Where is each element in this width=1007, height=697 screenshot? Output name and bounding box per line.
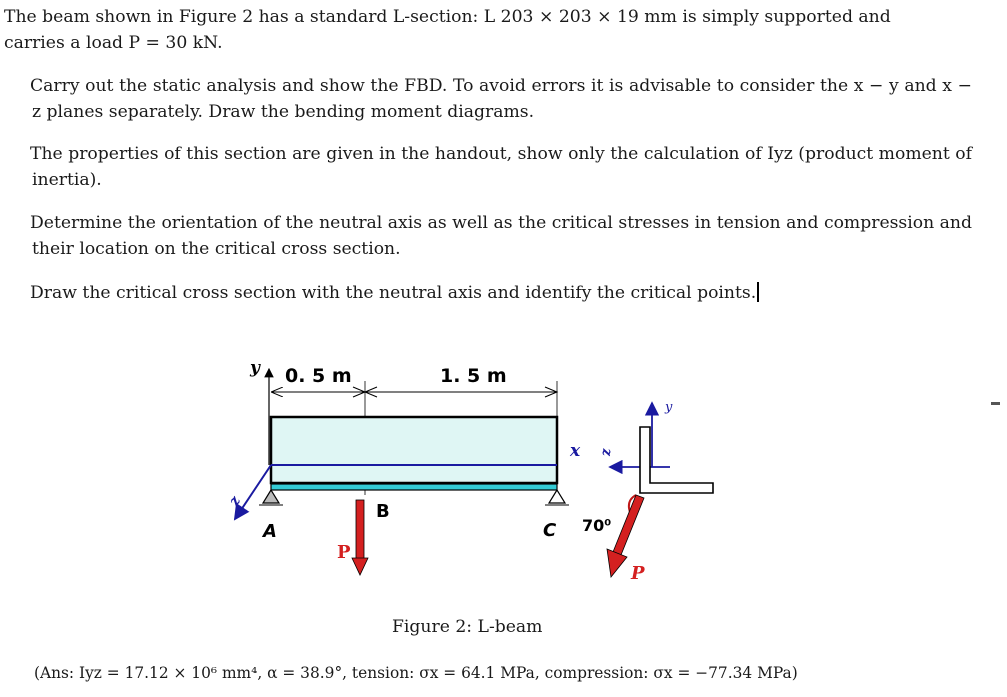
question-c-text: Determine the orientation of the neutral axis as well as the critical stresses in tension and compression and their location on the critical cross section. [30, 213, 972, 259]
y-axis-label: y [250, 358, 260, 378]
question-d-label [4, 280, 30, 306]
inclined-load-head [607, 549, 627, 577]
figure-caption: Figure 2: L-beam [392, 617, 543, 637]
question-a-label [4, 73, 30, 99]
dim-label-right: 1. 5 m [440, 365, 507, 387]
z-axis-line [235, 465, 271, 519]
section-z-label: z [599, 448, 614, 456]
answer-line: (Ans: Iyz = 17.12 × 10⁶ mm⁴, α = 38.9°, tension: σx = 64.1 MPa, compression: σx = −77.34 MPa) [34, 664, 798, 682]
support-a-label: A [263, 521, 277, 542]
question-d [4, 280, 972, 306]
question-d-text: Draw the critical cross section with the neutral axis and identify the critical points. [30, 283, 757, 303]
dim-label-left: 0. 5 m [285, 365, 352, 387]
support-c-triangle [549, 490, 565, 503]
load-p-shaft [356, 500, 364, 560]
section-y-label: y [665, 400, 673, 415]
question-b [4, 141, 972, 193]
support-c-label: C [543, 520, 557, 541]
beam-stripe [271, 484, 557, 490]
point-b-label: B [376, 501, 390, 522]
load-p-head [352, 558, 368, 575]
beam-body [271, 417, 557, 483]
l-beam-figure [225, 355, 725, 590]
question-b-label [4, 141, 30, 167]
question-c-label [4, 210, 30, 236]
intro-line-1: The beam shown in Figure 2 has a standard L-section: L 203 × 203 × 19 mm is simply supported and [4, 7, 891, 27]
load-p-label: P [337, 542, 351, 563]
question-a-text: Carry out the static analysis and show the FBD. To avoid errors it is advisable to consider the x − y and x − z planes separately. Draw the bending moment diagrams. [30, 76, 972, 122]
angle-label: 70⁰ [582, 516, 612, 535]
x-axis-label: x [570, 441, 581, 461]
text-cursor [757, 282, 759, 302]
inclined-load-label: P [631, 563, 645, 584]
question-b-text: The properties of this section are given in the handout, show only the calculation of Iyz (product moment of inertia). [30, 144, 972, 190]
intro-paragraph [4, 4, 944, 56]
z-axis-label: z [226, 493, 244, 509]
l-section-outline [640, 427, 713, 493]
intro-line-2: carries a load P = 30 kN. [4, 33, 223, 53]
question-c [4, 210, 972, 262]
question-a [4, 73, 972, 125]
support-a-triangle [263, 490, 279, 503]
scrollbar-marker[interactable] [991, 402, 1000, 405]
